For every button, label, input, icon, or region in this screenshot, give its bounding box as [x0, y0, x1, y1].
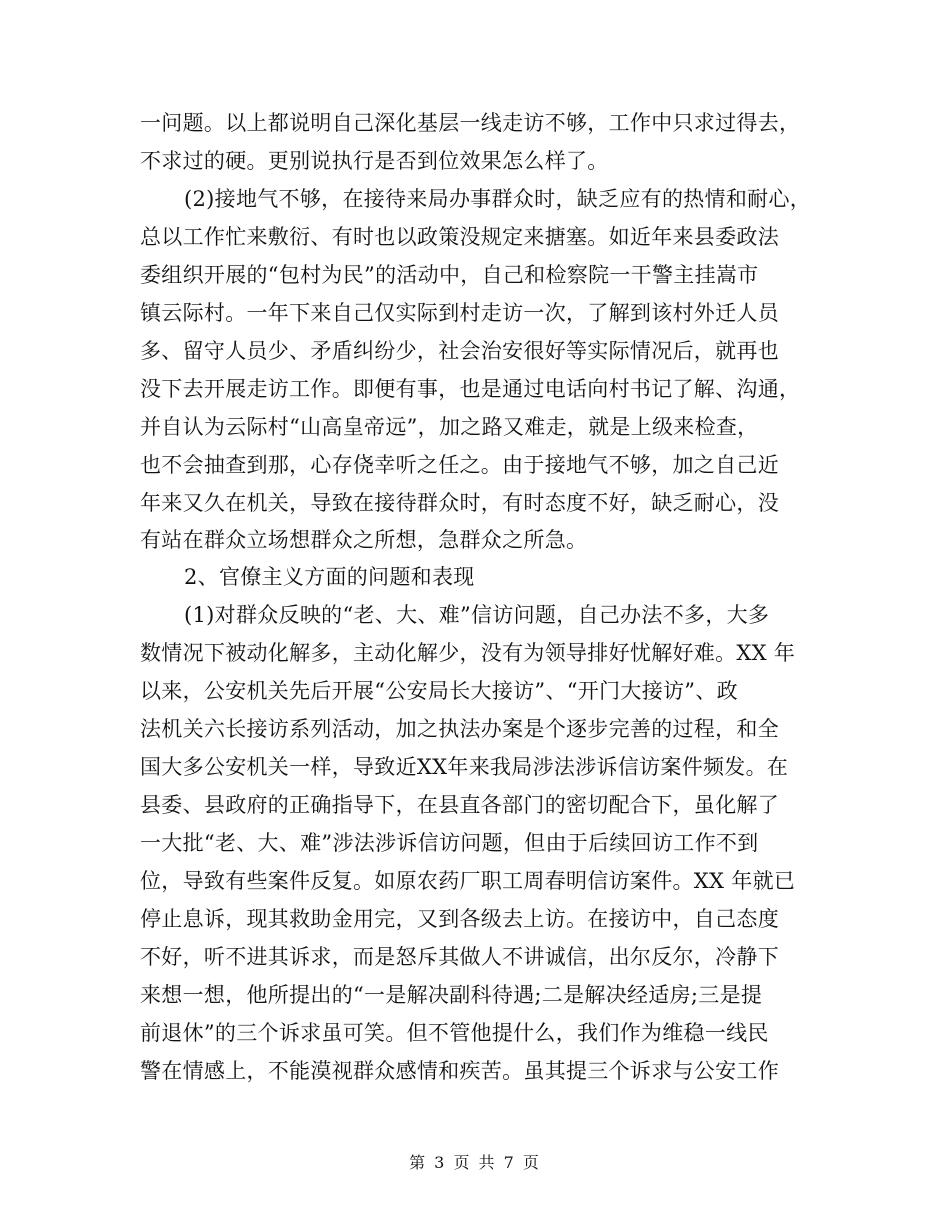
body-line-26: 警在情感上，不能漠视群众感情和疾苦。虽其提三个诉求与公安工作 — [140, 1059, 779, 1083]
body-line-1: 一问题。以上都说明自己深化基层一线走访不够，工作中只求过得去， — [140, 111, 801, 135]
body-line-10: 也不会抽查到那，心存侥幸听之任之。由于接地气不够，加之自己近 — [140, 453, 779, 477]
body-line-12: 有站在群众立场想群众之所想，急群众之所急。 — [140, 528, 588, 552]
body-line-7: 多、留守人员少、矛盾纠纷少，社会治安很好等实际情况后，就再也 — [140, 339, 779, 363]
body-line-8: 没下去开展走访工作。即便有事，也是通过电话向村书记了解、沟通， — [140, 377, 801, 401]
body-line-6: 镇云际村。一年下来自己仅实际到村走访一次，了解到该村外迁人员 — [140, 301, 779, 325]
body-line-25: 前退休”的三个诉求虽可笑。但不管他提什么，我们作为维稳一线民 — [140, 1021, 769, 1045]
body-line-20: 一大批“老、大、难”涉法涉诉信访问题，但由于后续回访工作不到 — [140, 831, 759, 855]
body-line-9: 并自认为云际村“山高皇帝远”，加之路又难走，就是上级来检查， — [140, 415, 759, 439]
body-line-14: (1)对群众反映的“老、大、难”信访问题，自己办法不多，大多 — [184, 603, 770, 627]
body-line-18: 国大多公安机关一样，导致近XX年来我局涉法涉诉信访案件频发。在 — [140, 755, 789, 779]
body-line-2: 不求过的硬。更别说执行是否到位效果怎么样了。 — [140, 149, 609, 173]
body-line-19: 县委、县政府的正确指导下，在县直各部门的密切配合下，虽化解了 — [140, 793, 779, 817]
body-line-16: 以来，公安机关先后开展“公安局长大接访”、“开门大接访”、政 — [140, 679, 738, 703]
section-heading: 2、官僚主义方面的问题和表现 — [184, 565, 475, 589]
page-footer-number: 第 3 页 共 7 页 — [409, 1153, 541, 1172]
body-line-4: 总以工作忙来敷衍、有时也以政策没规定来搪塞。如近年来县委政法 — [140, 225, 779, 249]
body-line-21: 位，导致有些案件反复。如原农药厂职工周春明信访案件。XX 年就已 — [140, 869, 796, 893]
body-line-23: 不好，听不进其诉求，而是怒斥其做人不讲诚信，出尔反尔，冷静下 — [140, 945, 779, 969]
body-line-3: (2)接地气不够，在接待来局办事群众时，缺乏应有的热情和耐心， — [184, 187, 812, 211]
body-line-17: 法机关六长接访系列活动，加之执法办案是个逐步完善的过程，和全 — [140, 717, 779, 741]
body-line-11: 年来又久在机关，导致在接待群众时，有时态度不好，缺乏耐心，没 — [140, 491, 779, 515]
body-line-15: 数情况下被动化解多，主动化解少，没有为领导排好忧解好难。XX 年 — [140, 641, 796, 665]
body-line-5: 委组织开展的“包村为民”的活动中，自己和检察院一干警主挂嵩市 — [140, 263, 759, 287]
body-line-22: 停止息诉，现其救助金用完，又到各级去上访。在接访中，自己态度 — [140, 907, 779, 931]
body-line-24: 来想一想，他所提出的“一是解决副科待遇;二是解决经适房;三是提 — [140, 983, 763, 1007]
